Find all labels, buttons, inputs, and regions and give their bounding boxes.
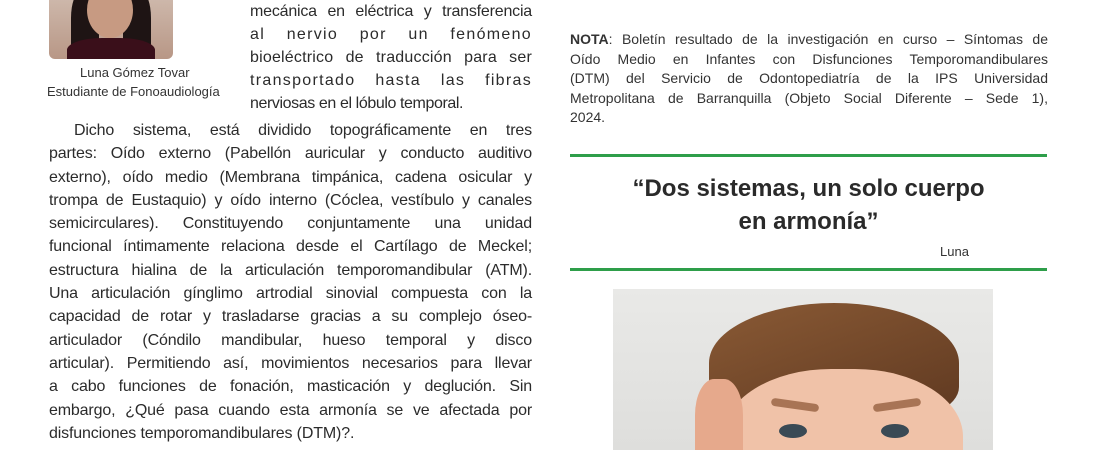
paragraph-top-line: al nervio por un fenómeno: [250, 26, 532, 43]
pull-quote: [570, 172, 1047, 238]
pull-quote-line: en armonía”: [738, 208, 879, 235]
paragraph-top-line: bioeléctrico de traducción para ser: [250, 49, 532, 66]
note-line: [570, 30, 1048, 50]
paragraph-main-line: Dicho sistema, está dividido topográficamente en tres: [74, 122, 532, 139]
paragraph-main-line: externo), oído medio (Membrana timpánica, cadena osicular y: [49, 168, 532, 186]
paragraph-main-line: disfunciones temporomandibulares (DTM)?.: [49, 424, 355, 442]
paragraph-main-line: estructura hialina de la articulación temporomandibular (ATM).: [49, 261, 532, 279]
note-first-line: : Boletín resultado de la investigación en curso – Síntomas de: [608, 31, 1048, 47]
note-line: (DTM) del Servicio de Odontopediatría de la IPS Universidad: [570, 70, 1048, 86]
pull-quote-line: “Dos sistemas, un solo cuerpo: [632, 175, 985, 202]
paragraph-main-line: funcional íntimamente relaciona desde el Cartílago de Meckel;: [49, 238, 532, 256]
paragraph-top-line: transportado hasta las fibras: [250, 72, 532, 89]
paragraph-main-line: semicirculares). Constituyendo conjuntamente una unidad: [49, 215, 532, 233]
paragraph-main-line: articular). Permitiendo así, movimientos necesarios para llevar: [49, 354, 532, 372]
paragraph-top-line: mecánica en eléctrica y transferencia: [250, 3, 532, 20]
paragraph-main-line: capacidad de rotar y trasladarse gracias a su complejo óseo-: [49, 308, 532, 326]
paragraph-top-line: nerviosas en el lóbulo temporal.: [250, 95, 464, 112]
author-photo: [49, 0, 173, 59]
child-photo-hand: [695, 379, 743, 450]
note-label: NOTA: [570, 31, 609, 47]
note-line: Metropolitana de Barranquilla (Objeto Social Diferente – Sede 1),: [570, 89, 1048, 106]
note: [570, 30, 1048, 128]
child-photo: [613, 289, 993, 450]
paragraph-main-line: Una articulación gínglimo artrodial sinovial compuesta con la: [49, 285, 532, 303]
child-photo-eye-left: [779, 424, 807, 438]
pull-quote-author: Luna: [940, 244, 969, 259]
paragraph-top: [250, 0, 532, 115]
paragraph-main-line: embargo, ¿Qué pasa cuando esta armonía se ve afectada por: [49, 401, 532, 419]
note-line: 2024.: [570, 109, 606, 125]
divider-bottom: [570, 268, 1047, 271]
paragraph-main-line: a cabo funciones de fonación, masticación y deglución. Sin: [49, 378, 532, 396]
child-photo-eye-right: [881, 424, 909, 438]
paragraph-main-line: partes: Oído externo (Pabellón auricular y conducto auditivo: [49, 145, 532, 163]
note-line: Oído Medio en Infantes con Disfunciones Temporomandibulares: [570, 50, 1048, 67]
author-role: Estudiante de Fonoaudiología: [47, 84, 220, 99]
paragraph-main: [49, 119, 532, 445]
paragraph-main-line: trompa de Eustaquio) y oído interno (Cóclea, vestíbulo y canales: [49, 191, 532, 209]
author-photo-shirt: [67, 38, 155, 59]
paragraph-main-line: articulador (Cóndilo mandibular, hueso temporal y disco: [49, 331, 532, 349]
divider-top: [570, 154, 1047, 157]
author-name: Luna Gómez Tovar: [80, 65, 190, 80]
